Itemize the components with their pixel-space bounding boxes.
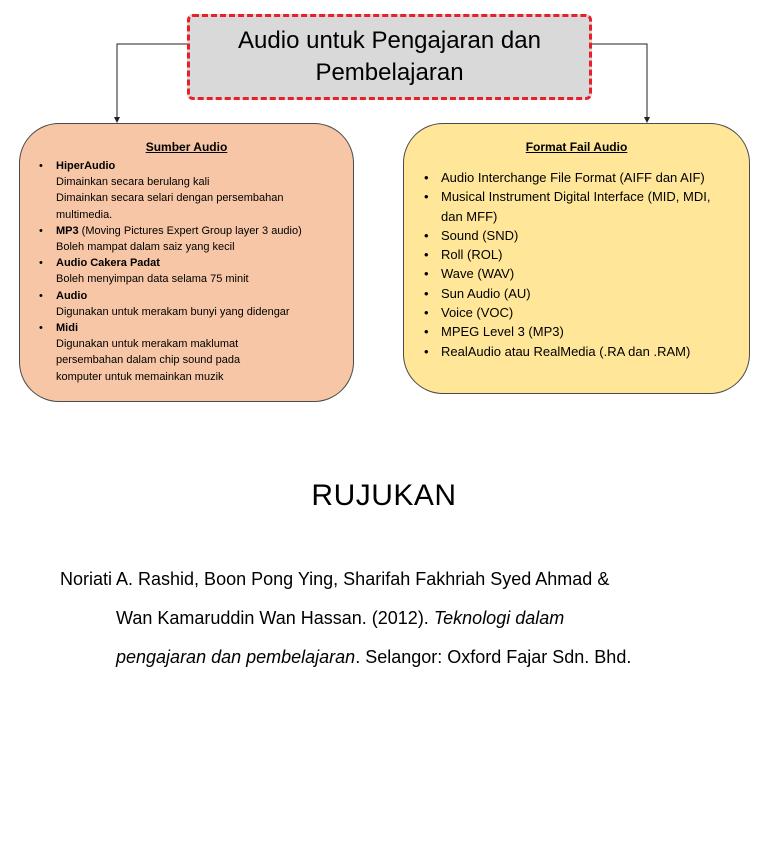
format-fail-audio-heading: Format Fail Audio: [525, 140, 628, 154]
list-item: [38, 320, 335, 385]
list-item: [38, 223, 335, 255]
sumber-audio-list: [38, 158, 335, 385]
references-heading: RUJUKAN: [311, 479, 457, 512]
source-description: Digunakan untuk merakam bunyi yang didengar: [56, 305, 290, 318]
arrow-to-format-fail-audio: [592, 44, 647, 120]
list-item: • MPEG Level 3 (MP3): [422, 322, 731, 341]
source-description: Boleh mampat dalam saiz yang kecil: [56, 241, 235, 254]
list-item: • Wave (WAV): [422, 264, 731, 283]
reference-title-part1: Teknologi dalam: [433, 608, 565, 628]
list-item: • Roll (ROL): [422, 245, 731, 264]
list-item: • Audio Interchange File Format (AIFF dan AIF): [422, 168, 731, 187]
source-name: MP3: [56, 224, 79, 237]
source-description: Boleh menyimpan data selama 75 minit: [56, 273, 249, 286]
list-item: • Sun Audio (AU): [422, 284, 731, 303]
reference-line-2: [60, 599, 750, 638]
source-description: Dimainkan secara berulang kali: [56, 176, 210, 189]
reference-entry: [60, 560, 750, 677]
reference-line-1: [60, 560, 750, 599]
list-item: [38, 288, 335, 320]
reference-publisher: . Selangor: Oxford Fajar Sdn. Bhd.: [355, 647, 632, 667]
reference-authors: Noriati A. Rashid, Boon Pong Ying, Sharifah Fakhriah Syed Ahmad &: [60, 569, 610, 589]
list-item: • Sound (SND): [422, 226, 731, 245]
format-fail-audio-card: [403, 123, 750, 394]
list-item: • RealAudio atau RealMedia (.RA dan .RAM): [422, 342, 731, 361]
sumber-audio-card: [19, 123, 354, 402]
list-item: • Voice (VOC): [422, 303, 731, 322]
list-item: [38, 158, 335, 223]
source-name: HiperAudio: [56, 160, 116, 172]
source-description: Digunakan untuk merakam maklumat persembahan dalam chip sound pada komputer untuk memainkan muzik: [56, 338, 241, 383]
list-item: [38, 255, 335, 287]
source-name-suffix: (Moving Pictures Expert Group layer 3 audio): [78, 224, 302, 237]
sumber-audio-heading: Sumber Audio: [145, 140, 228, 154]
arrow-to-sumber-audio: [117, 44, 187, 120]
source-name: Audio: [56, 289, 88, 302]
reference-title-part2: pengajaran dan pembelajaran: [116, 647, 356, 667]
format-fail-audio-list: [422, 168, 731, 361]
diagram-title: Audio untuk Pengajaran dan Pembelajaran: [238, 27, 541, 86]
source-description: Dimainkan secara selari dengan persembahan multimedia.: [56, 192, 284, 221]
diagram-title-box: [187, 14, 592, 100]
source-name: Midi: [56, 322, 78, 335]
reference-line-3: [60, 638, 750, 677]
source-name: Audio Cakera Padat: [56, 257, 160, 270]
list-item: • Musical Instrument Digital Interface (MID, MDI, dan MFF): [422, 187, 731, 226]
reference-authors-cont: Wan Kamaruddin Wan Hassan. (2012).: [116, 608, 434, 628]
